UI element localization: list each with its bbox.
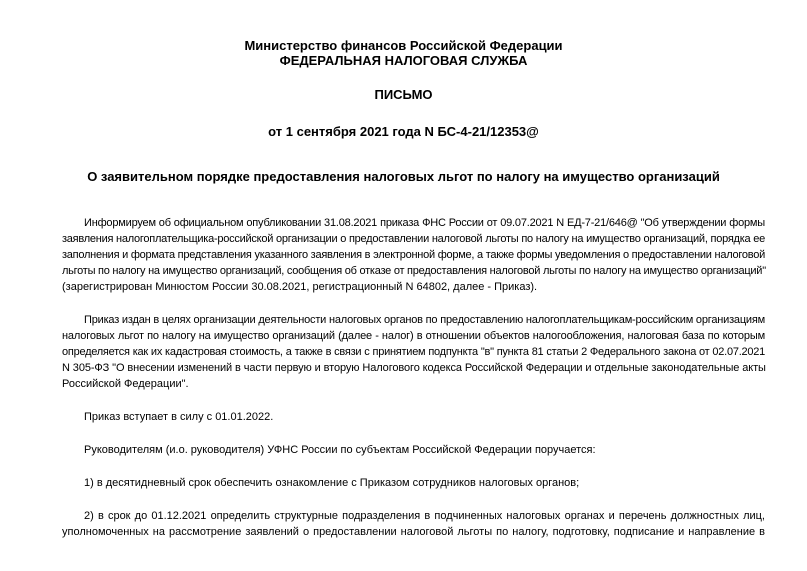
paragraph-line: уполномоченных на рассмотрение заявлений о предоставлении налоговой льготы по налогу, подготовку, подписание и направление в (62, 526, 765, 538)
paragraph-6 (40, 508, 765, 540)
paragraph-line: заполнения и формата представления указанного заявления в электронной форме, а также формы уведомления о предоставлении налоговой (62, 249, 765, 261)
document-title: О заявительном порядке предоставления налоговых льгот по налогу на имущество организаций (87, 169, 720, 184)
paragraph-line: (зарегистрирован Минюстом России 30.08.2021, регистрационный N 64802, далее - Приказ). (62, 281, 538, 293)
paragraph-line: определяется как их кадастровая стоимость, а также в связи с принятием подпункта "в" пункта 81 статьи 2 Федерального закона от 02.07.2021 (62, 346, 765, 358)
ministry-heading: Министерство финансов Российской Федерации (244, 38, 563, 53)
paragraph-line: 2) в срок до 01.12.2021 определить структурные подразделения в подчиненных налоговых органах и перечень должностных лиц, (84, 510, 765, 522)
paragraph-line: заявления налогоплательщика-российской организации о предоставлении налоговой льготы по налогу на имущество организаций, порядка ее (62, 233, 765, 245)
paragraph-4 (40, 442, 765, 458)
paragraph-line: льготы по налогу на имущество организаций, сообщения об отказе от предоставления налоговой льготы по налогу на имущество организаций" (62, 265, 766, 277)
paragraph-line: Приказ издан в целях организации деятельности налоговых органов по предоставлению налогоплательщикам-российским организациям (84, 314, 765, 326)
paragraph-line: 1) в десятидневный срок обеспечить ознакомление с Приказом сотрудников налоговых органов; (84, 477, 580, 489)
document-type: ПИСЬМО (374, 87, 433, 102)
paragraph-3 (40, 409, 765, 425)
document-body (40, 215, 765, 557)
paragraph-line: Информируем об официальном опубликовании 31.08.2021 приказа ФНС России от 09.07.2021 N ЕД-7-21/646@ "Об утверждении формы (84, 217, 765, 229)
paragraph-line: Руководителям (и.о. руководителя) УФНС России по субъектам Российской Федерации поручается: (84, 444, 596, 456)
paragraph-line: Российской Федерации". (62, 378, 189, 390)
paragraph-line: Приказ вступает в силу с 01.01.2022. (84, 411, 274, 423)
service-heading: ФЕДЕРАЛЬНАЯ НАЛОГОВАЯ СЛУЖБА (279, 53, 528, 68)
paragraph-2 (40, 312, 765, 392)
paragraph-line: N 305-ФЗ "О внесении изменений в части первую и вторую Налогового кодекса Российской Федерации и отдельные законодательные акты (62, 362, 766, 374)
paragraph-line: налоговых льгот по налогу на имущество организаций (далее - налог) в отношении объектов налогообложения, налоговая база по которым (62, 330, 765, 342)
document-reference: от 1 сентября 2021 года N БС-4-21/12353@ (268, 124, 539, 139)
paragraph-1 (40, 215, 765, 295)
paragraph-5 (40, 475, 765, 491)
